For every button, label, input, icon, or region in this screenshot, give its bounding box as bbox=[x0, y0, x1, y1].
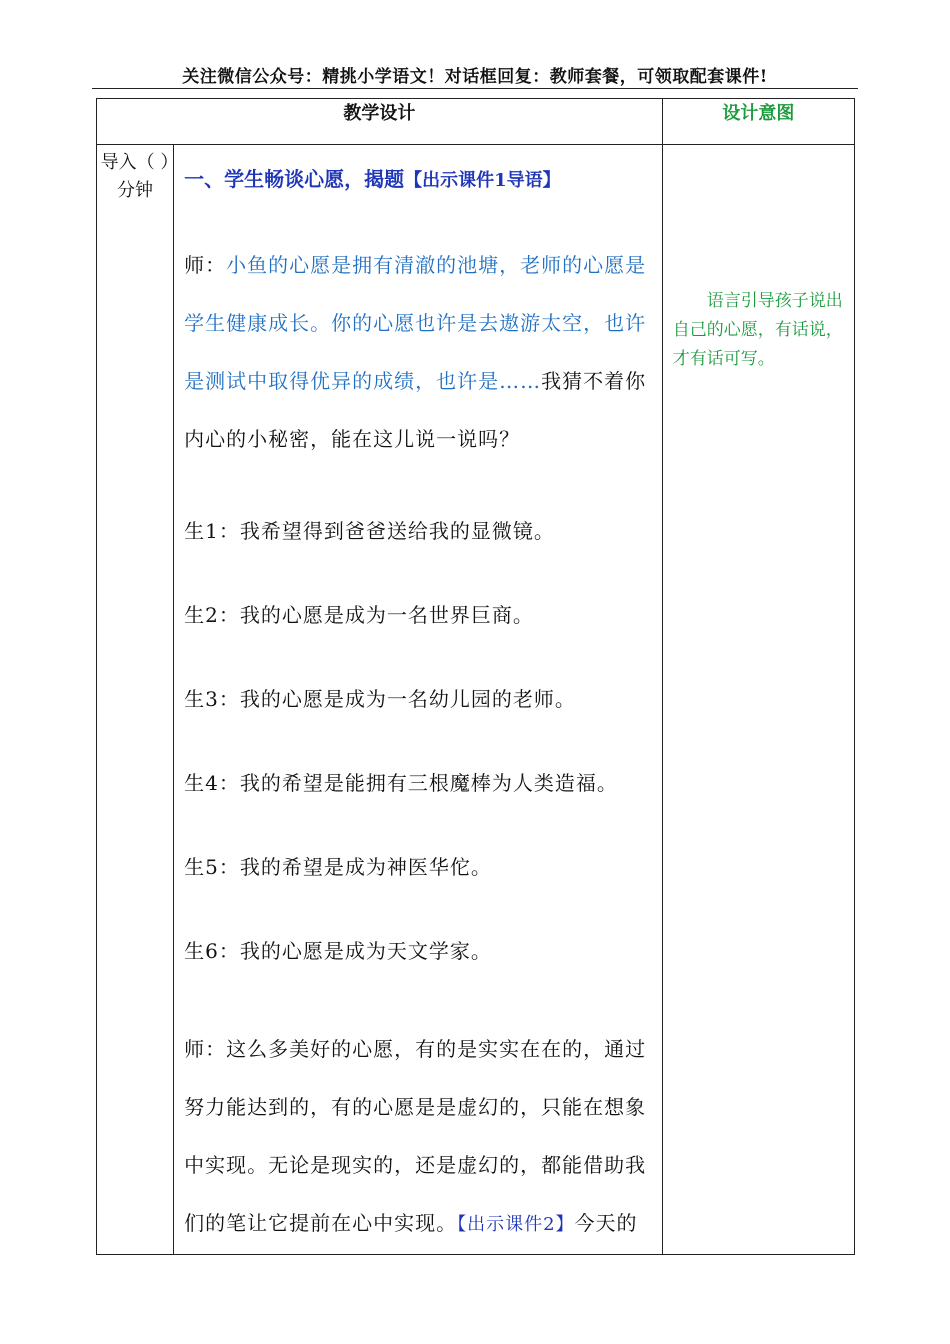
header-intent: 设计意图 bbox=[662, 99, 854, 145]
teacher-intro-rest: 我猜不着你内心的小秘密，能在这儿说一说吗？ bbox=[184, 369, 647, 451]
intent-text: 语言引导孩子说出自己的心愿，有话说，才有话可写。 bbox=[672, 291, 843, 369]
section-tag: 【出示课件1导语】 bbox=[404, 170, 561, 191]
section-title-text: 一、学生畅谈心愿，揭题 bbox=[184, 167, 405, 191]
teacher-outro-b: 今天的 bbox=[574, 1211, 638, 1235]
teacher-outro bbox=[184, 1020, 656, 1254]
teacher-intro-label: 师： bbox=[184, 253, 227, 277]
student-line: 生2：我的心愿是成为一名世界巨商。 bbox=[184, 603, 534, 627]
intent-cell bbox=[662, 145, 854, 1255]
stage-cell bbox=[97, 145, 174, 1255]
student-line: 生6：我的心愿是成为天文学家。 bbox=[184, 939, 492, 963]
table-body-row bbox=[97, 145, 855, 1255]
student-line: 生1：我希望得到爸爸送给我的显微镜。 bbox=[184, 519, 555, 543]
teacher-intro bbox=[184, 236, 656, 468]
page-header-notice: 关注微信公众号：精挑小学语文！对话框回复：教师套餐，可领取配套课件! bbox=[182, 67, 768, 87]
header-design: 教学设计 bbox=[97, 99, 663, 145]
table-header-row bbox=[97, 99, 855, 145]
section-title bbox=[184, 163, 656, 197]
teacher-outro-a: 师：这么多美好的心愿，有的是实实在在的，通过努力能达到的，有的心愿是是虚幻的，只能在想象中实现。无论是现实的，还是虚幻的，都能借助我们的笔让它提前在心中实现。 bbox=[184, 1037, 647, 1235]
student-line: 生4：我的希望是能拥有三根魔棒为人类造福。 bbox=[184, 771, 618, 795]
content-cell bbox=[174, 145, 663, 1255]
stage-label: 导入（ ）分钟 bbox=[100, 152, 170, 201]
student-line: 生5：我的希望是成为神医华佗。 bbox=[184, 855, 492, 879]
teacher-intro-blue: 小鱼的心愿是拥有清澈的池塘，老师的心愿是学生健康成长。你的心愿也许是去遨游太空，也许是测试中取得优异的成绩，也许是…… bbox=[184, 253, 647, 393]
teacher-outro-tag: 【出示课件2】 bbox=[457, 1214, 575, 1235]
lesson-table bbox=[96, 98, 855, 1255]
header-divider bbox=[92, 88, 858, 89]
student-line: 生3：我的心愿是成为一名幼儿园的老师。 bbox=[184, 687, 576, 711]
